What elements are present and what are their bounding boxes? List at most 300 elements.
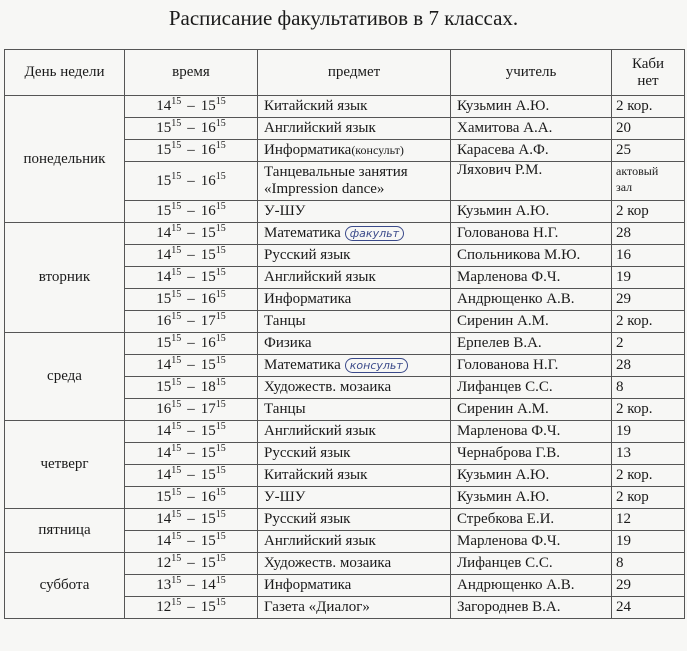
subject-name: Математика [264,357,341,373]
time-dash: – [187,489,195,505]
start-minutes: 15 [171,399,182,410]
room-cell [612,487,685,509]
table-row [5,223,685,245]
subject-cell [258,96,451,118]
day-cell [5,421,125,509]
end-minutes: 15 [215,575,226,586]
teacher-name: Ерпелев В.А. [457,335,542,351]
subject-cell [258,162,451,201]
start-hour: 16 [156,313,172,329]
start-hour: 14 [156,269,172,285]
time-cell [125,201,258,223]
header-room: Каби нет [612,50,685,96]
time-cell [125,267,258,289]
room-number: 2 кор. [616,313,653,329]
start-hour: 14 [156,98,172,114]
teacher-name: Андрющенко А.В. [457,577,575,593]
room-number: 12 [616,511,631,527]
end-hour: 16 [200,203,216,219]
teacher-name: Голованова Н.Г. [457,357,559,373]
subject-cell [258,553,451,575]
room-number: 29 [616,291,631,307]
end-hour: 15 [200,467,216,483]
subject-name: Танцы [264,401,306,417]
room-number: 19 [616,423,631,439]
teacher-cell [451,355,612,377]
room-cell [612,377,685,399]
teacher-name: Ляхович Р.М. [457,162,543,178]
end-minutes: 15 [215,223,226,234]
time-dash: – [187,423,195,439]
day-cell [5,223,125,333]
start-minutes: 15 [171,223,182,234]
day-name: понедельник [23,150,106,167]
end-hour: 15 [200,445,216,461]
teacher-cell [451,245,612,267]
room-number: 16 [616,247,631,263]
teacher-cell [451,140,612,162]
subject-name: Информатика [264,577,352,593]
end-minutes: 15 [215,201,226,212]
end-minutes: 15 [215,355,226,366]
time-dash: – [187,335,195,351]
end-hour: 16 [200,120,216,136]
teacher-name: Сиренин А.М. [457,313,549,329]
schedule-body [5,96,685,619]
time-dash: – [187,313,195,329]
teacher-cell [451,223,612,245]
time-cell [125,597,258,619]
start-hour: 12 [156,555,172,571]
teacher-cell [451,267,612,289]
teacher-name: Сиренин А.М. [457,401,549,417]
start-minutes: 15 [171,465,182,476]
day-cell [5,333,125,421]
start-minutes: 15 [171,201,182,212]
end-minutes: 15 [215,267,226,278]
start-minutes: 15 [171,553,182,564]
time-cell [125,399,258,421]
room-cell [612,333,685,355]
header-time: время [125,50,258,96]
end-hour: 17 [200,401,216,417]
subject-name: Английский язык [264,423,376,439]
time-cell [125,465,258,487]
end-hour: 15 [200,533,216,549]
table-row [5,553,685,575]
subject-cell [258,289,451,311]
day-name: четверг [40,456,89,472]
start-minutes: 15 [171,377,182,388]
subject-cell [258,140,451,162]
room-cell [612,509,685,531]
subject-cell [258,201,451,223]
time-dash: – [187,203,195,219]
day-cell [5,96,125,223]
table-row [5,96,685,118]
day-name: среда [47,368,82,384]
teacher-name: Стребкова Е.И. [457,511,555,527]
end-hour: 15 [200,423,216,439]
subject-name: Английский язык [264,120,376,136]
day-name: вторник [38,269,91,285]
end-minutes: 15 [215,443,226,454]
end-hour: 15 [200,247,216,263]
teacher-name: Загороднев В.А. [457,599,561,615]
subject-name: Физика [264,335,312,351]
teacher-name: Спольникова М.Ю. [457,247,581,263]
room-cell [612,289,685,311]
subject-name: Китайский язык [264,467,368,483]
start-hour: 14 [156,533,172,549]
room-cell [612,465,685,487]
subject-cell [258,223,451,245]
end-minutes: 15 [215,509,226,520]
room-number: 19 [616,533,631,549]
handwritten-note: консульт [345,358,408,373]
room-number: 19 [616,269,631,285]
start-hour: 15 [156,172,172,189]
day-name: суббота [39,577,90,593]
time-dash: – [187,291,195,307]
subject-name: Танцы [264,313,306,329]
start-minutes: 15 [171,421,182,432]
teacher-cell [451,377,612,399]
room-cell [612,201,685,223]
teacher-cell [451,421,612,443]
room-cell [612,245,685,267]
end-hour: 15 [200,225,216,241]
room-cell [612,311,685,333]
start-hour: 14 [156,445,172,461]
end-hour: 15 [200,511,216,527]
teacher-name: Андрющенко А.В. [457,291,575,307]
room-number: 28 [616,357,631,373]
time-dash: – [187,98,195,114]
room-number: 2 кор. [616,467,653,483]
room-number: 25 [616,142,631,158]
subject-name: Английский язык [264,533,376,549]
time-dash: – [187,247,195,263]
time-cell [125,311,258,333]
subject-cell [258,267,451,289]
time-cell [125,509,258,531]
time-dash: – [187,555,195,571]
time-dash: – [187,533,195,549]
room-number: 2 [616,335,624,351]
room-number: 13 [616,445,631,461]
end-hour: 16 [200,172,216,189]
room-number: 24 [616,599,631,615]
time-dash: – [187,142,195,158]
start-hour: 14 [156,467,172,483]
start-hour: 14 [156,225,172,241]
end-minutes: 15 [215,597,226,608]
teacher-cell [451,311,612,333]
teacher-cell [451,553,612,575]
subject-name: Информатика [264,142,352,158]
subject-cell [258,531,451,553]
teacher-name: Лифанцев С.С. [457,379,553,395]
start-hour: 15 [156,203,172,219]
end-minutes: 15 [215,170,226,182]
time-cell [125,118,258,140]
subject-cell [258,443,451,465]
start-minutes: 15 [171,487,182,498]
start-hour: 14 [156,511,172,527]
start-minutes: 15 [171,355,182,366]
teacher-cell [451,465,612,487]
room-number: 28 [616,225,631,241]
end-minutes: 15 [215,118,226,129]
time-cell [125,162,258,201]
time-cell [125,223,258,245]
start-minutes: 15 [171,289,182,300]
end-hour: 15 [200,98,216,114]
room-cell [612,355,685,377]
subject-cell [258,355,451,377]
room-line2: зал [616,180,633,194]
room-number: 2 кор [616,203,649,219]
room-cell [612,140,685,162]
start-hour: 15 [156,489,172,505]
time-dash: – [187,357,195,373]
subject-cell [258,245,451,267]
subject-cell [258,487,451,509]
room-number: 8 [616,555,624,571]
start-hour: 14 [156,357,172,373]
table-row [5,509,685,531]
subject-name: Русский язык [264,511,351,527]
teacher-name: Марленова Ф.Ч. [457,423,561,439]
teacher-name: Лифанцев С.С. [457,555,553,571]
start-minutes: 15 [171,267,182,278]
header-subject: предмет [258,50,451,96]
day-name: пятница [38,522,91,538]
start-minutes: 15 [171,245,182,256]
header-day: День недели [5,50,125,96]
schedule-table [4,49,685,619]
subject-cell [258,399,451,421]
teacher-name: Кузьмин А.Ю. [457,203,550,219]
time-dash: – [187,467,195,483]
teacher-cell [451,509,612,531]
start-hour: 15 [156,291,172,307]
start-minutes: 15 [171,333,182,344]
day-cell [5,553,125,619]
end-minutes: 15 [215,553,226,564]
room-number: актовый [616,164,659,178]
teacher-cell [451,96,612,118]
room-cell [612,597,685,619]
end-hour: 16 [200,291,216,307]
time-dash: – [187,225,195,241]
teacher-cell [451,118,612,140]
subject-cell [258,465,451,487]
subject-name: Танцевальные занятия [264,164,408,180]
room-cell [612,553,685,575]
day-cell [5,509,125,553]
room-number: 2 кор. [616,98,653,114]
time-dash: – [187,269,195,285]
subject-cell [258,333,451,355]
subject-name: У-ШУ [264,203,306,219]
end-hour: 18 [200,379,216,395]
time-cell [125,575,258,597]
teacher-name: Хамитова А.А. [457,120,553,136]
room-cell [612,531,685,553]
subject-cell [258,575,451,597]
subject-cell [258,509,451,531]
start-hour: 15 [156,120,172,136]
time-dash: – [187,379,195,395]
start-minutes: 15 [171,531,182,542]
subject-suffix: (консульт) [351,143,404,157]
time-cell [125,289,258,311]
header-row [5,50,685,96]
time-cell [125,443,258,465]
time-dash: – [187,172,195,189]
room-cell [612,443,685,465]
room-cell [612,267,685,289]
end-minutes: 15 [215,399,226,410]
time-cell [125,355,258,377]
time-cell [125,487,258,509]
end-minutes: 15 [215,377,226,388]
start-minutes: 15 [171,140,182,151]
subject-cell [258,421,451,443]
teacher-cell [451,531,612,553]
start-minutes: 15 [171,170,182,182]
subject-name: Математика [264,225,341,241]
start-minutes: 15 [171,311,182,322]
teacher-name: Марленова Ф.Ч. [457,269,561,285]
teacher-cell [451,162,612,201]
room-cell [612,96,685,118]
end-minutes: 15 [215,245,226,256]
start-hour: 15 [156,142,172,158]
start-minutes: 15 [171,443,182,454]
table-row [5,421,685,443]
end-hour: 16 [200,335,216,351]
start-minutes: 15 [171,118,182,129]
subject-name: У-ШУ [264,489,306,505]
end-hour: 14 [200,577,216,593]
room-cell [612,162,685,201]
teacher-cell [451,575,612,597]
end-minutes: 15 [215,96,226,107]
room-cell [612,118,685,140]
end-minutes: 15 [215,333,226,344]
subject-cell [258,311,451,333]
subject-name: Русский язык [264,445,351,461]
end-minutes: 15 [215,140,226,151]
start-minutes: 15 [171,96,182,107]
teacher-name: Кузьмин А.Ю. [457,467,550,483]
time-cell [125,96,258,118]
time-dash: – [187,120,195,136]
room-cell [612,223,685,245]
end-minutes: 15 [215,531,226,542]
start-hour: 15 [156,379,172,395]
room-number: 2 кор [616,489,649,505]
subject-name: Информатика [264,291,352,307]
teacher-name: Чернаброва Г.В. [457,445,561,461]
time-cell [125,140,258,162]
room-cell [612,399,685,421]
time-dash: – [187,577,195,593]
teacher-name: Голованова Н.Г. [457,225,559,241]
subject-name: Английский язык [264,269,376,285]
end-hour: 15 [200,269,216,285]
time-dash: – [187,599,195,615]
time-cell [125,333,258,355]
end-hour: 15 [200,357,216,373]
end-minutes: 15 [215,289,226,300]
time-dash: – [187,445,195,461]
subject-cell [258,597,451,619]
start-hour: 14 [156,247,172,263]
teacher-name: Марленова Ф.Ч. [457,533,561,549]
subject-name: Художеств. мозаика [264,555,392,571]
start-minutes: 15 [171,509,182,520]
header-teacher: учитель [451,50,612,96]
room-number: 2 кор. [616,401,653,417]
end-hour: 17 [200,313,216,329]
subject-line2: «Impression dance» [264,181,385,197]
table-row [5,333,685,355]
teacher-name: Кузьмин А.Ю. [457,98,550,114]
start-hour: 13 [156,577,172,593]
teacher-cell [451,289,612,311]
subject-cell [258,377,451,399]
room-number: 8 [616,379,624,395]
start-minutes: 15 [171,597,182,608]
start-hour: 15 [156,335,172,351]
end-minutes: 15 [215,487,226,498]
room-number: 29 [616,577,631,593]
time-cell [125,377,258,399]
start-hour: 14 [156,423,172,439]
teacher-cell [451,443,612,465]
end-hour: 15 [200,555,216,571]
end-minutes: 15 [215,311,226,322]
room-number: 20 [616,120,631,136]
subject-name: Художеств. мозаика [264,379,392,395]
teacher-name: Карасева А.Ф. [457,142,549,158]
teacher-cell [451,399,612,421]
teacher-cell [451,487,612,509]
time-dash: – [187,401,195,417]
start-minutes: 15 [171,575,182,586]
end-hour: 16 [200,142,216,158]
handwritten-note: факульт [345,226,404,241]
start-hour: 16 [156,401,172,417]
subject-name: Русский язык [264,247,351,263]
room-cell [612,575,685,597]
page-title: Расписание факультативов в 7 классах. [168,6,519,30]
subject-name: Газета «Диалог» [264,599,370,615]
end-hour: 15 [200,599,216,615]
end-minutes: 15 [215,421,226,432]
end-minutes: 15 [215,465,226,476]
time-cell [125,245,258,267]
time-cell [125,531,258,553]
start-hour: 12 [156,599,172,615]
teacher-cell [451,597,612,619]
subject-cell [258,118,451,140]
teacher-cell [451,333,612,355]
